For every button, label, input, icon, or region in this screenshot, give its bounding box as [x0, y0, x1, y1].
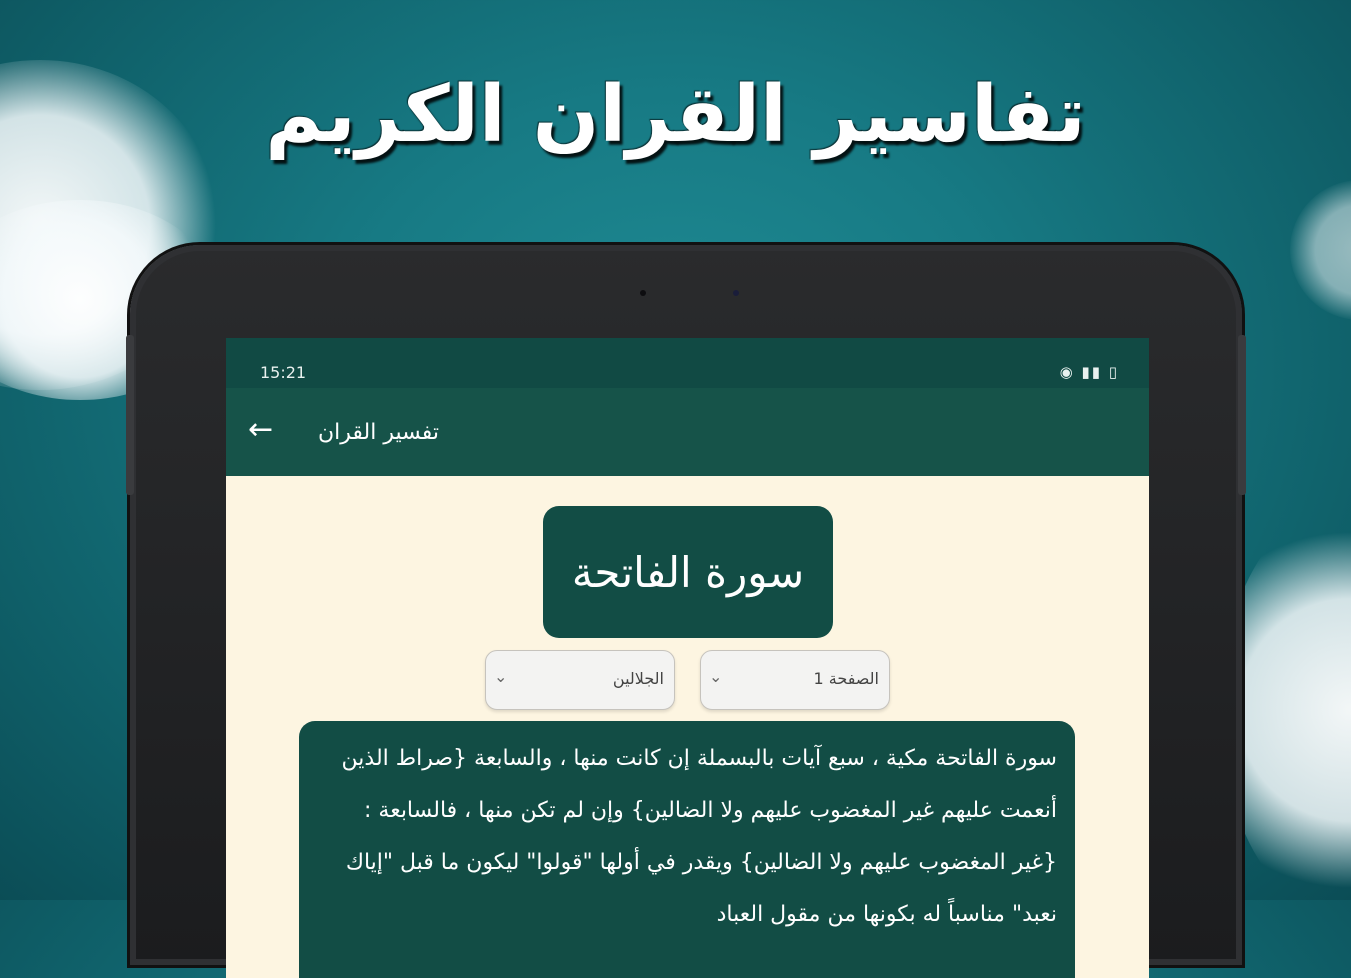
signal-icon: ▮▮ [1081, 363, 1102, 381]
tablet-side-button [126, 335, 134, 495]
chevron-down-icon: ⌄ [709, 667, 723, 686]
tafsir-text: سورة الفاتحة مكية ، سبع آيات بالبسملة إن كانت منها ، والسابعة {صراط الذين أنعمت عليهم غير المغضوب عليهم ولا الضالين} وإن لم تكن منها ، فالسابعة : {غير المغضوب عليهم ولا الضالين} ويقدر في أولها "قولوا" ليكون ما قبل "إياك نعبد" مناسباً له بكونها من مقول العباد [341, 746, 1057, 927]
sensor-icon [733, 290, 739, 296]
camera-icon [640, 290, 646, 296]
surah-title-card [543, 506, 833, 638]
promo-headline: تفاسير القران الكريم [265, 70, 1086, 160]
status-icons [1060, 363, 1119, 381]
chevron-down-icon: ⌄ [494, 667, 508, 686]
app-bar-title: تفسير القران [318, 420, 439, 445]
tablet-side-button [1238, 335, 1246, 495]
tablet-frame [130, 245, 1242, 965]
battery-icon: ▯ [1108, 363, 1119, 381]
app-bar [226, 388, 1149, 476]
app-screen [226, 338, 1149, 978]
arrow-back-icon[interactable]: ← [248, 412, 274, 447]
page-select-value: الصفحة 1 [813, 669, 879, 688]
status-bar [226, 338, 1149, 388]
cloud-decoration [1290, 180, 1351, 320]
surah-title: سورة الفاتحة [571, 547, 805, 597]
tafsir-select[interactable] [485, 650, 675, 710]
status-time: 15:21 [260, 363, 307, 382]
page-select[interactable] [700, 650, 890, 710]
tafsir-text-card [299, 721, 1075, 978]
tafsir-select-value: الجلالين [612, 669, 664, 688]
wifi-icon: ◉ [1059, 363, 1075, 381]
